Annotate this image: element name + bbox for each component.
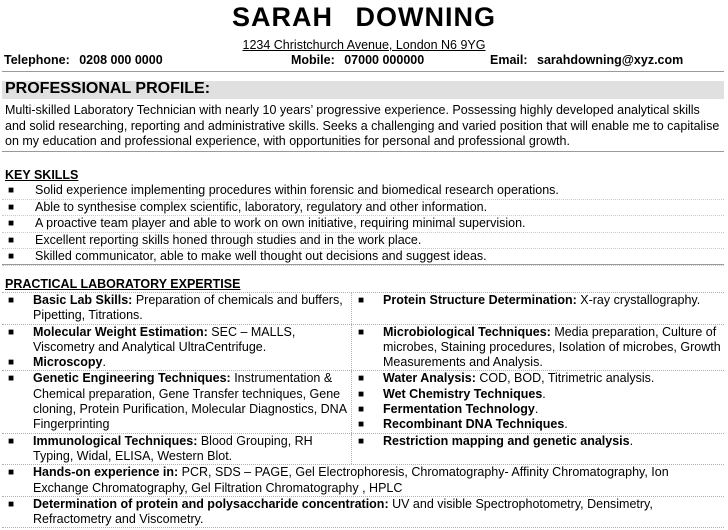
table-cell: ■ Molecular Weight Estimation: SEC – MALLS, Viscometry and Analytical UltraCentrifuge. ■ Microscopy. (2, 325, 352, 371)
bullet-icon: ■ (8, 373, 15, 385)
table-cell: ■ Hands-on experience in: PCR, SDS – PAGE, Gel Electrophoresis, Chromatography- Affinity Chromatography, Ion Exchange Chromatography, Gel Filtration Chromatography , HPLC (8, 465, 669, 495)
table-row (2, 371, 724, 433)
table-row (2, 497, 724, 529)
expertise-table (2, 292, 724, 528)
table-row (2, 434, 724, 466)
table-cell: ■ Immunological Techniques: Blood Grouping, RH Typing, Widal, ELISA, Western Blot. (2, 434, 352, 465)
bullet-icon: ■ (8, 326, 15, 338)
telephone-value: 0208 000 0000 (79, 53, 163, 67)
bullet-icon: ■ (8, 201, 15, 213)
email-label: Email: (490, 53, 528, 67)
list-item: ■ Skilled communicator, able to make well thought out decisions and suggest ideas. (2, 249, 724, 266)
candidate-name: SARAH DOWNING (232, 2, 496, 32)
mobile-value: 07000 000000 (344, 53, 425, 67)
table-cell: ■ Basic Lab Skills: Preparation of chemicals and buffers, Pipetting, Titrations. (2, 293, 352, 324)
mobile-label: Mobile: (291, 53, 335, 67)
skills-divider (2, 264, 724, 265)
list-item: ■ Excellent reporting skills honed through studies and in the work place. (2, 233, 724, 250)
bullet-icon: ■ (8, 357, 15, 369)
table-cell: ■ Determination of protein and polysaccharide concentration: UV and visible Spectrophotometry, Densimetry, Refractometry and Viscometry. (8, 496, 653, 527)
expertise-title: PRACTICAL LABORATORY EXPERTISE (5, 277, 241, 291)
address: 1234 Christchurch Avenue, London N6 9YG (242, 38, 486, 52)
key-skills-title: KEY SKILLS (5, 168, 79, 182)
profile-divider (2, 151, 724, 152)
key-skills-list (2, 183, 724, 266)
bullet-icon: ■ (8, 234, 15, 246)
bullet-icon: ■ (8, 185, 15, 196)
table-cell: ■ Genetic Engineering Techniques: Instrumentation & Chemical preparation, Gene Transfer techniques, Gene cloning, Protein Purification, Molecular Diagnostics, DNA Fingerprinting (2, 371, 352, 432)
table-row (2, 325, 724, 372)
bullet-icon: ■ (358, 373, 365, 385)
bullet-icon: ■ (358, 295, 365, 306)
telephone-label: Telephone: (4, 53, 70, 67)
bullet-icon: ■ (8, 467, 15, 479)
email-line (490, 53, 683, 67)
bullet-icon: ■ (358, 326, 365, 338)
mobile-line (291, 53, 424, 67)
bullet-icon: ■ (8, 251, 15, 262)
bullet-icon: ■ (8, 295, 15, 306)
table-cell: ■ Protein Structure Determination: X-ray crystallography. (358, 293, 701, 307)
table-row (2, 293, 724, 325)
bullet-icon: ■ (358, 435, 365, 447)
profile-text: Multi-skilled Laboratory Technician with nearly 10 years’ progressive experience. Possessing highly developed analytical skills and solid researching, reporting and administrative skills. Seeks a challenging and varied position that will enable me to capitalise on my education and professional experience, with opportunities for personal and professional growth. (5, 103, 720, 148)
bullet-icon: ■ (8, 498, 15, 510)
list-item: ■ Able to synthesise complex scientific, laboratory, regulatory and other information. (2, 200, 724, 217)
table-row (2, 465, 724, 497)
bullet-icon: ■ (358, 388, 365, 400)
profile-title: PROFESSIONAL PROFILE: (5, 80, 211, 97)
bullet-icon: ■ (8, 218, 15, 229)
telephone-line (4, 53, 163, 67)
bullet-icon: ■ (358, 419, 365, 431)
email-value: sarahdowning@xyz.com (537, 53, 684, 67)
bullet-icon: ■ (358, 404, 365, 416)
header-divider (2, 71, 724, 72)
table-cell: ■ Water Analysis: COD, BOD, Titrimetric analysis. ■ Wet Chemistry Techniques. ■ Fermentation Technology. ■ Recombinant DNA Techniques. (358, 371, 655, 432)
list-item: ■ A proactive team player and able to work on own initiative, requiring minimal supervision. (2, 216, 724, 233)
list-item: ■ Solid experience implementing procedures within forensic and biomedical research operations. (2, 183, 724, 200)
bullet-icon: ■ (8, 435, 15, 447)
table-cell: ■ Restriction mapping and genetic analysis. (358, 433, 634, 448)
table-cell: ■ Microbiological Techniques: Media preparation, Culture of microbes, Staining procedures, Isolation of microbes, Growth Measurements and Analysis. (358, 324, 721, 370)
